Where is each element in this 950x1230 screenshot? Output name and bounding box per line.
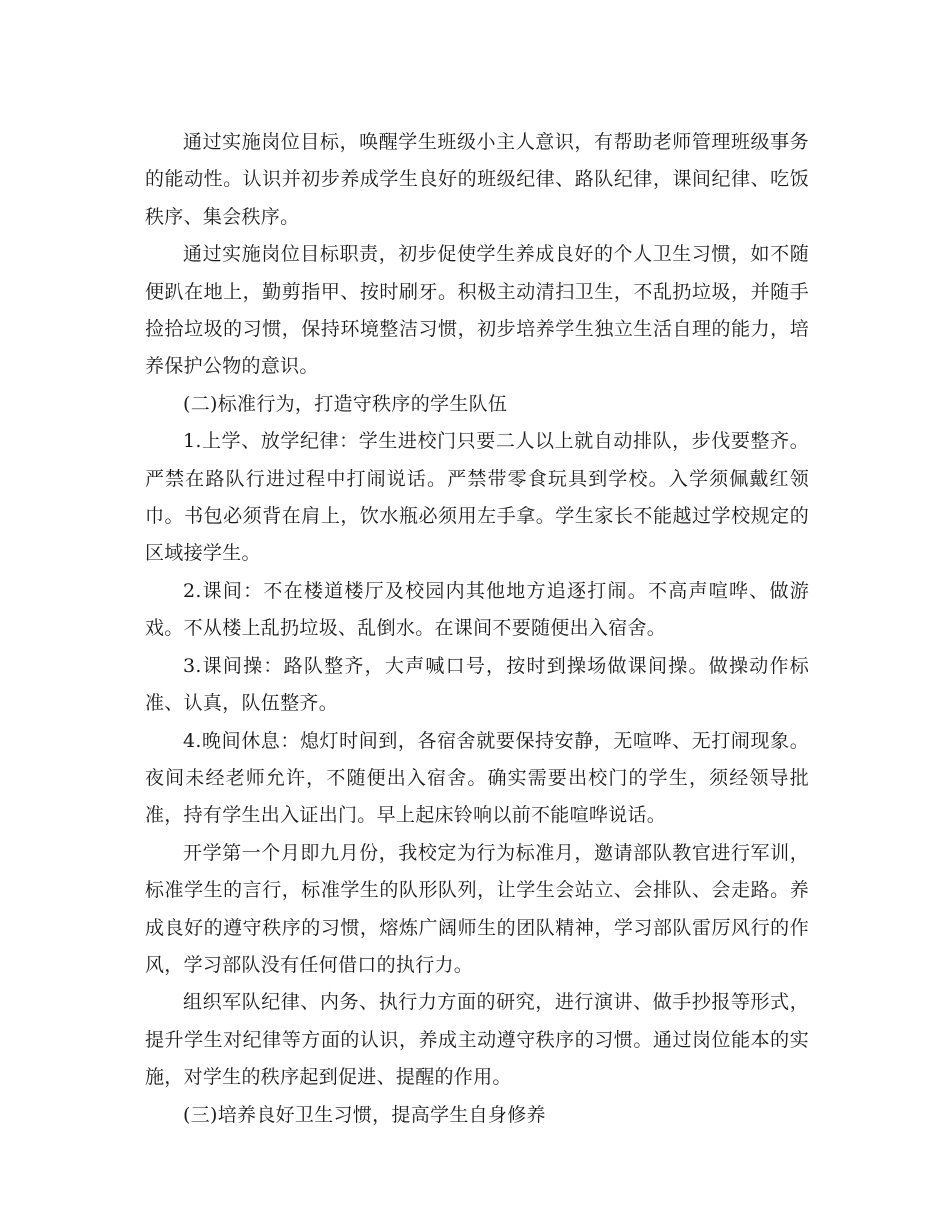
paragraph-3: 开学第一个月即九月份，我校定为行为标准月，邀请部队教官进行军训，标准学生的言行，标准学生的队形队列，让学生会站立、会排队、会走路。养成良好的遵守秩序的习惯，熔炼广阔师生的团队精神，学习部队雷厉风行的作风，学习部队没有任何借口的执行力。 (145, 841, 809, 976)
section-heading-3: (三)培养良好卫生习惯，提高学生自身修养 (183, 1103, 546, 1126)
paragraph-4: 组织军队纪律、内务、执行力方面的研究，进行演讲、做手抄报等形式，提升学生对纪律等方面的认识，养成主动遵守秩序的习惯。通过岗位能本的实施，对学生的秩序起到促进、提醒的作用。 (145, 991, 809, 1089)
paragraph-rule-4: 4.晚间休息：熄灯时间到，各宿舍就要保持安静，无喧哗、无打闹现象。夜间未经老师允许，不随便出入宿舍。确实需要出校门的学生，须经领导批准，持有学生出入证出门。早上起床铃响以前不能喧哗说话。 (145, 729, 809, 827)
paragraph-1: 通过实施岗位目标，唤醒学生班级小主人意识，有帮助老师管理班级事务的能动性。认识并初步养成学生良好的班级纪律、路队纪律，课间纪律、吃饭秩序、集会秩序。 (145, 131, 809, 228)
section-heading-2: (二)标准行为，打造守秩序的学生队伍 (183, 392, 508, 415)
paragraph-2: 通过实施岗位目标职责，初步促使学生养成良好的个人卫生习惯，如不随便趴在地上，勤剪指甲、按时刷牙。积极主动清扫卫生，不乱扔垃圾，并随手捡拾垃圾的习惯，保持环境整洁习惯，初步培养学生独立生活自理的能力，培养保护公物的意识。 (145, 243, 809, 378)
document-body (145, 124, 809, 1134)
paragraph-rule-1: 1.上学、放学纪律：学生进校门只要二人以上就自动排队，步伐要整齐。严禁在路队行进过程中打闹说话。严禁带零食玩具到学校。入学须佩戴红领巾。书包必须背在肩上，饮水瓶必须用左手拿。学生家长不能越过学校规定的区域接学生。 (145, 430, 809, 565)
paragraph-rule-2: 2.课间：不在楼道楼厅及校园内其他地方追逐打闹。不高声喧哗、做游戏。不从楼上乱扔垃圾、乱倒水。在课间不要随便出入宿舍。 (145, 579, 809, 640)
paragraph-rule-3: 3.课间操：路队整齐，大声喊口号，按时到操场做课间操。做操动作标准、认真，队伍整齐。 (145, 654, 809, 715)
